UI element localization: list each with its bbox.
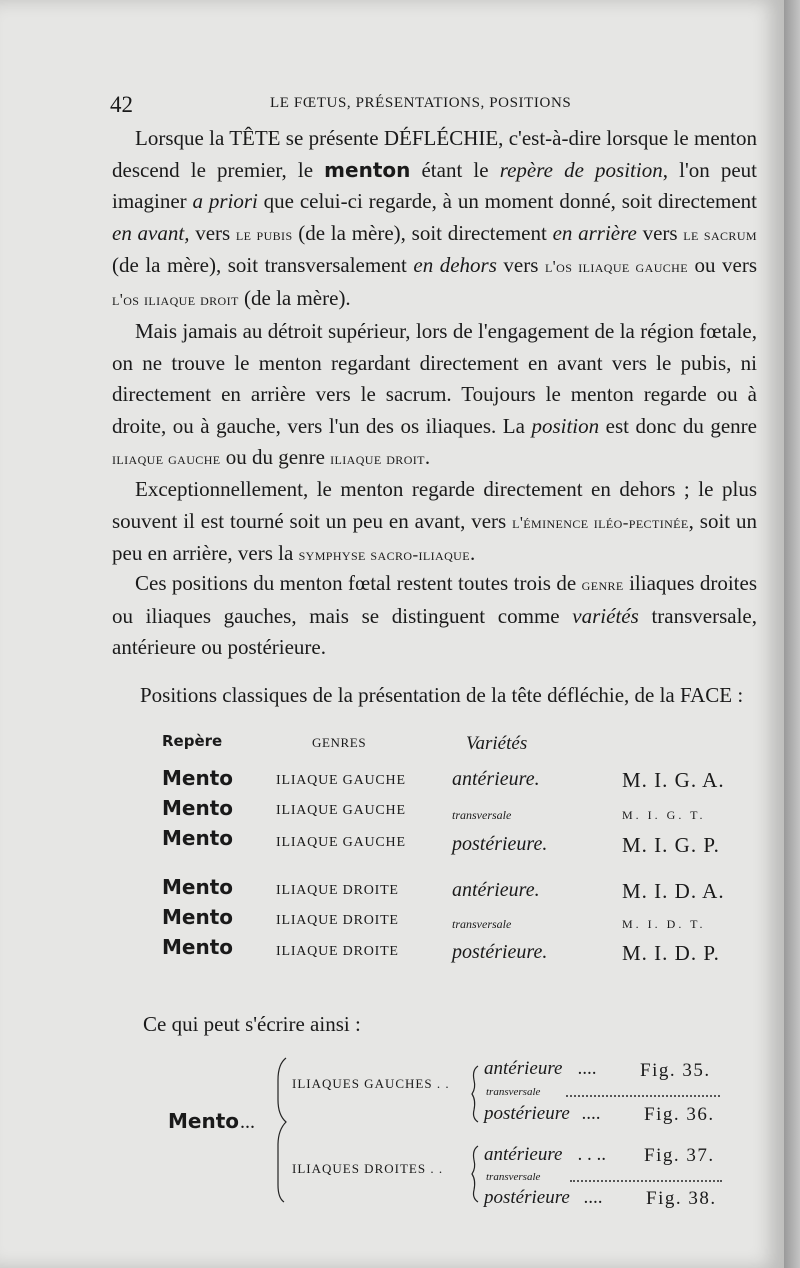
header-repere: Repère — [162, 732, 223, 750]
dotted-leader — [566, 1095, 720, 1097]
menton-bold: menton — [324, 157, 411, 182]
summary-intro: Ce qui peut s'écrire ainsi : — [143, 1012, 361, 1036]
summary-dots: .... — [582, 1103, 601, 1124]
summary-fig: Fig. 38. — [646, 1188, 717, 1209]
table-row-variete: antérieure. — [452, 879, 540, 901]
table-row-variete: postérieure. — [452, 941, 548, 963]
table-row-variete: transversale — [452, 808, 512, 822]
outer-bracket — [278, 1058, 286, 1202]
dotted-leader — [570, 1180, 722, 1182]
summary-dots: . . .. — [578, 1144, 607, 1165]
summary-dots: .... — [578, 1058, 597, 1079]
table-row-abbr: M. I. G. P. — [622, 833, 720, 857]
table-row-genre: ILIAQUE DROITE — [276, 883, 399, 898]
paragraph-3: Exceptionnellement, le menton regarde directement en dehors ; le plus souvent il est tourné soit un peu en avant, vers l'éminence iléo-pectinée, soit un peu en arrière, vers la symphyse sacro-iliaque. — [112, 477, 758, 566]
summary-genre: ILIAQUES GAUCHES . . — [292, 1076, 450, 1091]
table-row-repere: Mento — [162, 875, 234, 899]
paragraph-1: Lorsque la TÊTE se présente DÉFLÉCHIE, c'est-à-dire lorsque le menton descend le premier, le menton étant le repère de position, l'on peut imaginer a priori que celui-ci regarde, à un moment donné, soit directement en avant, vers le pubis (de la mère), soit directement en arrière vers le sacrum (de la mère), soit transversalement en dehors vers l'os iliaque gauche ou vers l'os iliaque droit (de la mère). — [112, 126, 758, 310]
summary-variete: postérieure — [484, 1187, 570, 1208]
paragraph-2: Mais jamais au détroit supérieur, lors de l'engagement de la région fœtale, on ne trouve le menton regardant directement en avant vers le pubis, ni directement en arrière vers le sacrum. Toujours le menton regarde ou à droite, ou à gauche, vers l'un des os iliaques. La position est donc du genre iliaque gauche ou du genre iliaque droit. — [112, 319, 757, 470]
summary-mento: Mento — [168, 1109, 240, 1133]
paragraph-4: Ces positions du menton fœtal restent toutes trois de genre iliaques droites ou iliaques gauches, mais se distinguent comme variétés transversale, antérieure ou postérieure. — [112, 571, 757, 660]
table-row-repere: Mento — [162, 935, 234, 959]
summary-dots: .... — [584, 1187, 603, 1208]
table-row-genre: ILIAQUE DROITE — [276, 913, 399, 928]
table-row-variete: antérieure. — [452, 768, 540, 790]
page-number: 42 — [110, 92, 133, 117]
table-row-repere: Mento — [162, 905, 234, 929]
summary-variete: antérieure — [484, 1144, 563, 1165]
lower-bracket — [472, 1146, 478, 1202]
upper-bracket — [472, 1066, 478, 1122]
table-row-genre: ILIAQUE GAUCHE — [276, 835, 406, 850]
summary-fig: Fig. 37. — [644, 1145, 715, 1166]
table-row-abbr: M. I. G. T. — [622, 808, 706, 822]
table-row-variete: transversale — [452, 917, 512, 931]
summary-fig: Fig. 35. — [640, 1060, 711, 1081]
table-row-genre: ILIAQUE GAUCHE — [276, 803, 406, 818]
table-row-abbr: M. I. G. A. — [622, 768, 725, 792]
summary-variete: antérieure — [484, 1058, 563, 1079]
table-row-abbr: M. I. D. P. — [622, 941, 720, 965]
summary-variete: transversale — [486, 1171, 541, 1183]
table-row-repere: Mento — [162, 826, 234, 850]
table-row-repere: Mento — [162, 766, 234, 790]
summary-variete: postérieure — [484, 1103, 570, 1124]
header-genres: GENRES — [312, 735, 367, 750]
summary-fig: Fig. 36. — [644, 1104, 715, 1125]
table-title: Positions classiques de la présentation de la tête défléchie, de la FACE : — [140, 683, 744, 707]
table-row-genre: ILIAQUE DROITE — [276, 944, 399, 959]
table-row-abbr: M. I. D. T. — [622, 917, 706, 931]
header-varietes: Variétés — [466, 733, 528, 754]
summary-genre: ILIAQUES DROITES . . — [292, 1161, 444, 1176]
summary-variete: transversale — [486, 1086, 541, 1098]
table-row-variete: postérieure. — [452, 833, 548, 855]
summary-mento-dots: ... — [240, 1111, 255, 1133]
running-title: LE FŒTUS, PRÉSENTATIONS, POSITIONS — [270, 95, 572, 111]
table-row-repere: Mento — [162, 796, 234, 820]
table-row-abbr: M. I. D. A. — [622, 879, 725, 903]
table-row-genre: ILIAQUE GAUCHE — [276, 773, 406, 788]
